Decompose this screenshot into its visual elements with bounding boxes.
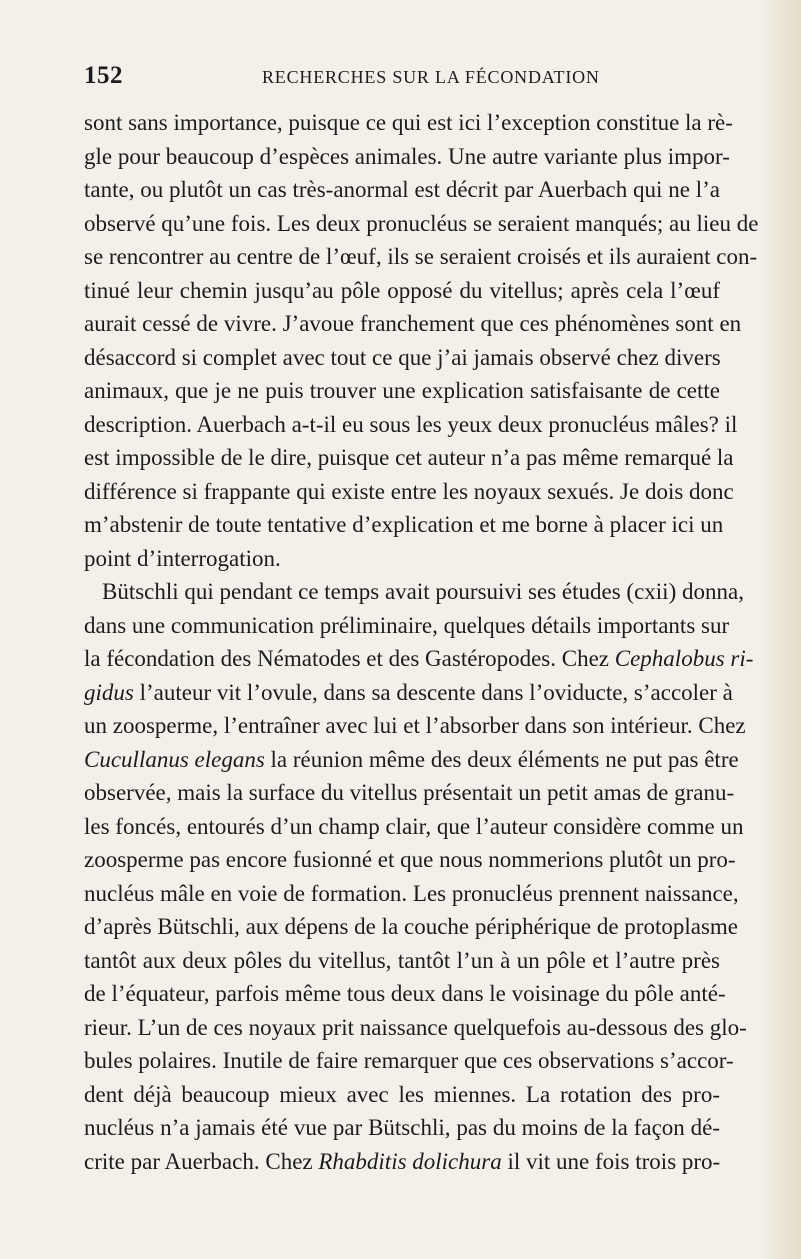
text-line xyxy=(84,743,739,777)
text-run: Bütschli qui pendant ce temps avait poursuivi ses études (cxii) donna, xyxy=(102,579,744,604)
text-line xyxy=(84,508,724,542)
text-run: animaux, que je ne puis trouver une explication satisfaisante de cette xyxy=(84,378,720,403)
text-run: d’après Bütschli, aux dépens de la couche périphérique de protoplasme xyxy=(84,914,738,939)
text-run: dent déjà beaucoup mieux avec les miennes. La rotation des pro- xyxy=(84,1081,720,1107)
text-line xyxy=(84,1111,720,1145)
text-line xyxy=(84,106,733,140)
text-line xyxy=(84,977,726,1011)
text-line xyxy=(84,441,734,475)
text-line xyxy=(84,542,720,576)
text-run: tantôt aux deux pôles du vitellus, tantôt l’un à un pôle et l’autre près xyxy=(84,947,720,973)
italic-taxon-name: Rhabditis dolichura xyxy=(318,1148,502,1174)
italic-taxon-name: Cucullanus elegans xyxy=(84,746,265,772)
text-line xyxy=(84,1145,720,1179)
text-run: tante, ou plutôt un cas très-anormal est décrit par Auerbach qui ne l’a xyxy=(84,177,720,202)
text-line xyxy=(84,408,738,442)
text-line xyxy=(84,776,735,810)
text-line xyxy=(84,910,738,944)
text-run: la réunion même des deux éléments ne put pas être xyxy=(264,746,739,772)
body-text xyxy=(84,106,759,1178)
text-run: nucléus n’a jamais été vue par Bütschli, pas du moins de la façon dé- xyxy=(84,1115,720,1140)
text-line xyxy=(84,944,720,978)
text-line xyxy=(84,1044,734,1078)
text-line xyxy=(84,341,720,375)
italic-taxon-name: gidus xyxy=(84,679,134,705)
text-run: tinué leur chemin jusqu’au pôle opposé du vitellus; après cela l’œuf xyxy=(84,277,720,303)
text-line xyxy=(84,374,720,408)
text-line xyxy=(84,140,730,174)
text-line xyxy=(84,676,733,710)
text-line xyxy=(84,575,744,609)
text-run: nucléus mâle en voie de formation. Les pronucléus prennent naissance, xyxy=(84,880,739,906)
text-run: différence si frappante qui existe entre les noyaux sexués. Je dois donc xyxy=(84,478,734,504)
text-line xyxy=(84,207,759,241)
text-line xyxy=(84,475,734,509)
text-run: zoosperme pas encore fusionné et que nous nommerions plutôt un pro- xyxy=(84,847,736,872)
text-line xyxy=(84,1011,747,1045)
page-number: 152 xyxy=(84,62,123,89)
page-header xyxy=(84,62,720,96)
text-run: un zoosperme, l’entraîner avec lui et l’absorber dans son intérieur. Chez xyxy=(84,713,746,738)
text-run: bules polaires. Inutile de faire remarquer que ces observations s’accor- xyxy=(84,1048,734,1073)
text-line xyxy=(84,274,720,308)
text-run: les foncés, entourés d’un champ clair, que l’auteur considère comme un xyxy=(84,813,744,839)
text-run: dans une communication préliminaire, quelques détails importants sur xyxy=(84,612,730,638)
text-run: observée, mais la surface du vitellus présentait un petit amas de granu- xyxy=(84,780,735,805)
text-line xyxy=(84,709,746,743)
text-run: se rencontrer au centre de l’œuf, ils se seraient croisés et ils auraient con- xyxy=(84,244,758,269)
text-run: point d’interrogation. xyxy=(84,545,281,571)
text-line xyxy=(84,173,720,207)
text-run: observé qu’une fois. Les deux pronucléus se seraient manqués; au lieu de xyxy=(84,210,759,236)
text-line xyxy=(84,1078,720,1112)
text-run: crite par Auerbach. Chez xyxy=(84,1148,319,1174)
text-line xyxy=(84,810,744,844)
text-line xyxy=(84,843,736,877)
text-run: de l’équateur, parfois même tous deux dans le voisinage du pôle anté- xyxy=(84,981,726,1006)
running-title: RECHERCHES SUR LA FÉCONDATION xyxy=(262,67,600,87)
text-run: rieur. L’un de ces noyaux prit naissance quelquefois au-dessous des glo- xyxy=(84,1014,747,1040)
text-line xyxy=(84,642,754,676)
text-line xyxy=(84,877,739,911)
text-line xyxy=(84,307,742,341)
text-run: aurait cessé de vivre. J’avoue franchement que ces phénomènes sont en xyxy=(84,311,742,336)
text-run: m’abstenir de toute tentative d’explication et me borne à placer ici un xyxy=(84,512,724,537)
italic-taxon-name: Cephalobus ri- xyxy=(614,646,754,671)
text-run: l’auteur vit l’ovule, dans sa descente dans l’oviducte, s’accoler à xyxy=(133,679,733,705)
text-line xyxy=(84,240,758,274)
text-run: sont sans importance, puisque ce qui est ici l’exception constitue la rè- xyxy=(84,110,733,135)
text-run: est impossible de le dire, puisque cet auteur n’a pas même remarqué la xyxy=(84,445,734,470)
text-run: il vit une fois trois pro- xyxy=(501,1148,721,1174)
text-line xyxy=(84,609,730,643)
page-edge-shadow xyxy=(761,0,801,1259)
text-run: désaccord si complet avec tout ce que j’ai jamais observé chez divers xyxy=(84,344,721,370)
text-run: la fécondation des Nématodes et des Gastéropodes. Chez xyxy=(84,646,615,671)
text-run: gle pour beaucoup d’espèces animales. Une autre variante plus impor- xyxy=(84,143,730,169)
text-run: description. Auerbach a-t-il eu sous les yeux deux pronucléus mâles? il xyxy=(84,411,738,437)
